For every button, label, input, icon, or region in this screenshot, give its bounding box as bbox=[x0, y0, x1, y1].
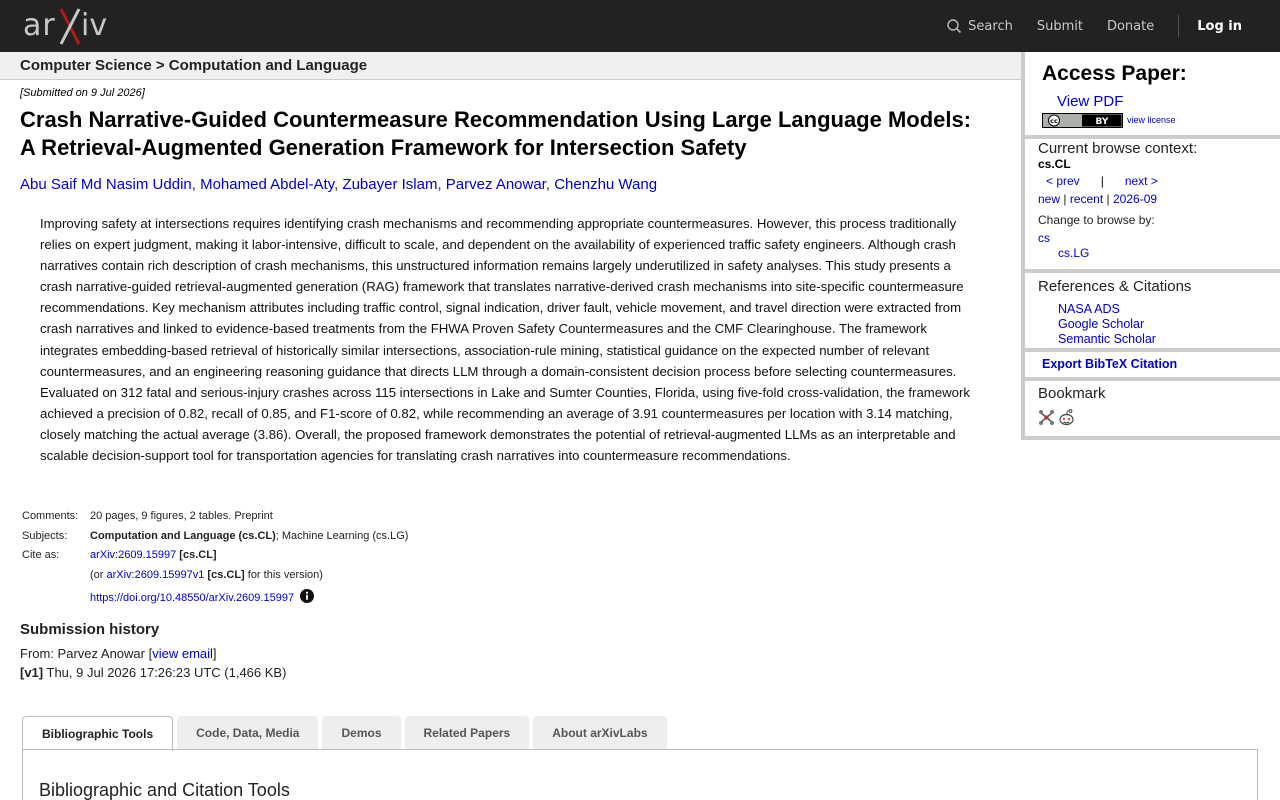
secondary-subjects: ; Machine Learning (cs.LG) bbox=[275, 530, 409, 542]
cite-label: Cite as: bbox=[22, 549, 60, 561]
prev-next-nav bbox=[1046, 174, 1158, 188]
or-suffix: for this version) bbox=[244, 569, 323, 581]
breadcrumb-bar bbox=[0, 52, 1021, 80]
next-link[interactable]: next > bbox=[1124, 174, 1158, 188]
cite-v1-link[interactable]: arXiv:2609.15997v1 bbox=[106, 569, 205, 581]
bibsonomy-icon[interactable] bbox=[1038, 409, 1055, 426]
search-link[interactable] bbox=[946, 18, 1013, 34]
cc-by-license-badge[interactable] bbox=[1042, 113, 1123, 128]
comments-label: Comments: bbox=[22, 510, 79, 522]
nav-divider bbox=[1178, 15, 1179, 37]
submission-from bbox=[20, 646, 217, 661]
submitted-date: [Submitted on 9 Jul 2026] bbox=[20, 87, 145, 99]
author-link[interactable]: Chenzhu Wang bbox=[554, 176, 658, 193]
author-link[interactable]: Zubayer Islam bbox=[342, 176, 438, 193]
from-suffix: ] bbox=[212, 646, 217, 661]
recent-link[interactable]: recent bbox=[1069, 192, 1104, 206]
tool-tabs bbox=[22, 716, 671, 750]
submit-link[interactable]: Submit bbox=[1036, 18, 1083, 34]
prev-link[interactable]: < prev bbox=[1046, 174, 1080, 188]
google-scholar-link[interactable]: Google Scholar bbox=[1058, 317, 1145, 331]
svg-text:BY: BY bbox=[1095, 117, 1109, 127]
paper-title: Crash Narrative-Guided Countermeasure Recommendation Using Large Language Models: A Retrieval-Augmented Generation Framework for Intersection Safety bbox=[20, 107, 972, 160]
top-header bbox=[0, 0, 1280, 52]
info-icon[interactable] bbox=[300, 589, 314, 603]
semantic-scholar-link[interactable]: Semantic Scholar bbox=[1058, 332, 1156, 346]
access-paper-box bbox=[1025, 52, 1280, 135]
references-title: References & Citations bbox=[1038, 278, 1192, 295]
tab-code-data-media[interactable]: Code, Data, Media bbox=[177, 716, 318, 750]
from-prefix: From: Parvez Anowar [ bbox=[20, 646, 153, 661]
nasa-ads-link[interactable]: NASA ADS bbox=[1058, 302, 1120, 316]
author-list: Abu Saif Md Nasim Uddin, Mohamed Abdel-Aty, Zubayer Islam, Parvez Anowar, Chenzhu Wang bbox=[20, 176, 658, 193]
donate-link[interactable]: Donate bbox=[1106, 18, 1155, 34]
nav-pipe: | bbox=[1106, 192, 1110, 206]
browse-context-title: Current browse context: bbox=[1038, 140, 1198, 157]
author-link[interactable]: Mohamed Abdel-Aty bbox=[200, 176, 335, 193]
version-info: Thu, 9 Jul 2026 17:26:23 UTC (1,466 KB) bbox=[43, 665, 287, 680]
author-link[interactable]: Parvez Anowar bbox=[445, 176, 546, 193]
view-email-link[interactable]: view email bbox=[152, 646, 213, 661]
tab-about-arxivlabs[interactable]: About arXivLabs bbox=[533, 716, 666, 750]
version-label: [v1] bbox=[20, 665, 44, 680]
nav-pipe: | bbox=[1063, 192, 1067, 206]
svg-text:iv: iv bbox=[81, 8, 108, 43]
reddit-icon[interactable] bbox=[1058, 409, 1075, 426]
submission-history-title: Submission history bbox=[20, 621, 160, 638]
cite-value bbox=[90, 549, 217, 561]
cite-category: [cs.CL] bbox=[179, 549, 217, 561]
author-link[interactable]: Abu Saif Md Nasim Uddin bbox=[20, 176, 192, 193]
top-nav bbox=[946, 0, 1280, 52]
tab-panel bbox=[22, 749, 1258, 800]
sidebar bbox=[1021, 52, 1280, 440]
export-bibtex-link[interactable]: Export BibTeX Citation bbox=[1042, 357, 1178, 371]
bookmark-title: Bookmark bbox=[1038, 385, 1106, 402]
primary-subject: Computation and Language (cs.CL) bbox=[90, 530, 276, 542]
references-box bbox=[1025, 273, 1280, 348]
subjects-label: Subjects: bbox=[22, 530, 68, 542]
tab-panel-title: Bibliographic and Citation Tools bbox=[39, 780, 290, 800]
login-link[interactable]: Log in bbox=[1197, 18, 1242, 34]
version-entry bbox=[20, 665, 286, 680]
view-pdf-link[interactable]: View PDF bbox=[1057, 93, 1124, 110]
abstract: Improving safety at intersections requires identifying crash mechanisms and recommending appropriate countermeasures. However, this process traditionally relies on expert judgment, making it labor-intensive, difficult to scale, and dependent on the availability of experienced traffic safety engineers. Although crash narratives contain rich description of crash mechanisms, this unstructured information remains largely underutilized in safety analyses. This study presents a crash narrative-guided retrieval-augmented generation (RAG) framework that translates narrative-derived crash mechanisms into site-specific countermeasure recommendations. Key mechanism attributes including traffic control, signal indication, driver fault, vehicle movement, and travel direction were extracted from crash narratives and linked to evidence-based treatments from the FHWA Proven Safety Countermeasures and the CMF Clearinghouse. The framework integrates embedding-based retrieval of historically similar intersections, association-rule mining, statistical guidance on the expected number of relevant countermeasures, and an engineering reasoning guidance that directs LLM through a domain-consistent decision process before selecting countermeasures. Evaluated on 312 fatal and serious-injury crashes across 115 intersections in Lake and Sumter Counties, Florida, using five-fold cross-validation, the framework achieved a precision of 0.82, recall of 0.85, and F1-score of 0.82, while recommending an average of 3.91 countermeasures per location with 3.14 matching, closely matching the actual average (3.86). Overall, the proposed framework demonstrates the potential of retrieval-augmented LLMs as an interpretable and scalable decision-support tool for transportation agencies for translating crash narratives into countermeasure recommendations. bbox=[40, 216, 970, 464]
nav-pipe: | bbox=[1100, 174, 1104, 188]
or-prefix: (or bbox=[90, 569, 107, 581]
browse-cs-link[interactable]: cs bbox=[1038, 231, 1050, 245]
new-link[interactable]: new bbox=[1038, 192, 1061, 206]
change-browse-label: Change to browse by: bbox=[1038, 213, 1155, 227]
arxiv-logo[interactable] bbox=[23, 6, 113, 46]
browse-context-value: cs.CL bbox=[1038, 157, 1071, 171]
doi-value bbox=[90, 589, 314, 604]
bookmark-box bbox=[1025, 381, 1280, 436]
tab-bibliographic-tools[interactable]: Bibliographic Tools bbox=[22, 716, 173, 751]
cite-v1-category: [cs.CL] bbox=[207, 569, 245, 581]
browse-context-box bbox=[1025, 139, 1280, 269]
tab-demos[interactable]: Demos bbox=[322, 716, 400, 750]
cite-version-value bbox=[90, 569, 323, 581]
svg-text:cc: cc bbox=[1050, 117, 1058, 125]
doi-link[interactable]: https://doi.org/10.48550/arXiv.2609.15997 bbox=[90, 592, 295, 604]
month-link[interactable]: 2026-09 bbox=[1113, 192, 1158, 206]
cite-id-link[interactable]: arXiv:2609.15997 bbox=[90, 549, 177, 561]
bibtex-box bbox=[1025, 352, 1280, 377]
comments-value: 20 pages, 9 figures, 2 tables. Preprint bbox=[90, 510, 273, 522]
search-icon bbox=[946, 18, 962, 34]
access-paper-title: Access Paper: bbox=[1042, 62, 1187, 85]
subjects-value bbox=[90, 530, 408, 542]
new-recent-month-nav bbox=[1038, 192, 1157, 206]
tab-related-papers[interactable]: Related Papers bbox=[405, 716, 530, 750]
search-label: Search bbox=[968, 18, 1013, 34]
browse-cslg-link[interactable]: cs.LG bbox=[1058, 246, 1090, 260]
breadcrumb: Computer Science > Computation and Language bbox=[20, 57, 368, 74]
view-license-link[interactable]: view license bbox=[1127, 115, 1176, 125]
svg-text:ar: ar bbox=[23, 8, 56, 43]
